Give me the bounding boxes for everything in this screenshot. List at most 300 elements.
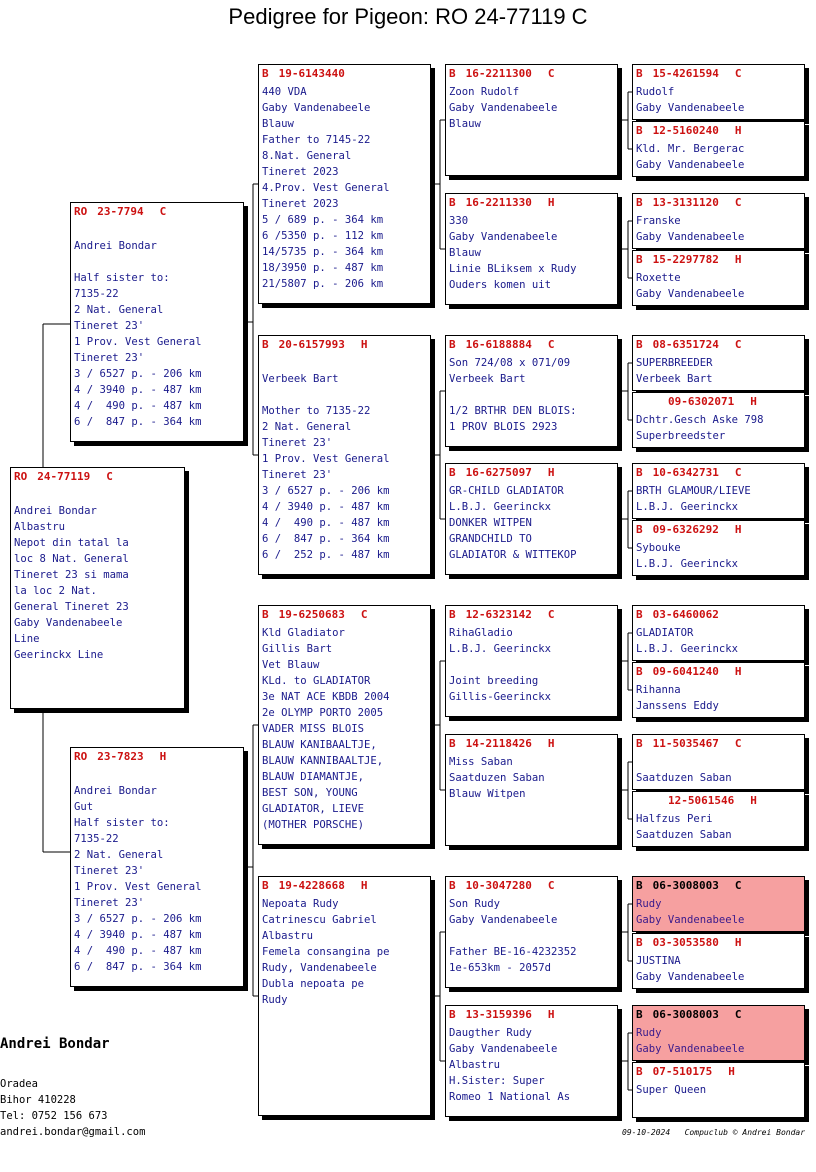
detail-line: KLd. to GLADIATOR [262,675,371,687]
country-code: B [449,608,456,621]
pigeon-details [449,213,614,293]
gen4-ancestor-card[interactable] [632,64,805,120]
pigeon-details [449,754,614,802]
ring-id: 15-2297782 [652,253,719,266]
ring-id: 12-5061546 [668,794,735,807]
detail-line: BLAUW KANNIBAALTJE, [262,755,384,767]
grandparent-card[interactable] [258,335,431,575]
sex-code: H [547,196,555,209]
ring-number [636,936,801,950]
detail-line: Roxette [636,272,681,284]
pigeon-details [262,625,427,833]
detail-line: L.B.J. Geerinckx [449,501,552,513]
country-code: B [636,608,643,621]
gen4-ancestor-card[interactable] [632,876,805,932]
sex-code: H [360,879,368,892]
ring-id: 03-6460062 [652,608,719,621]
great-grandparent-card[interactable] [445,193,618,305]
owner-region: Bihor 410228 [0,1094,76,1106]
pigeon-details [636,84,801,116]
ring-id: 13-3131120 [652,196,719,209]
ring-number [449,608,614,622]
ring-number [449,196,614,210]
dam-card[interactable] [70,747,244,987]
ring-number [636,124,801,138]
detail-line: JUSTINA [636,955,681,967]
detail-line: Tineret 23' [74,897,145,909]
pigeon-details [262,84,427,292]
detail-line: BEST SON, YOUNG [262,787,358,799]
detail-line: Son Rudy [449,898,501,910]
ring-number [74,205,240,219]
ring-number [636,608,801,622]
sex-code: C [547,67,555,80]
detail-line: Saatduzen Saban [449,772,545,784]
detail-line: Gaby Vandenabeele [262,102,371,114]
detail-line: 440 VDA [262,86,307,98]
country-code: B [449,466,456,479]
detail-line: 3 / 6527 p. - 206 km [74,913,202,925]
country-code: B [262,338,269,351]
detail-line: Rudy [262,994,288,1006]
grandparent-card[interactable] [258,64,431,304]
detail-line: Gaby Vandenabeele [449,231,558,243]
country-code: B [636,67,643,80]
country-code: B [636,253,643,266]
detail-line: Gaby Vandenabeele [14,617,123,629]
detail-line [262,387,427,403]
detail-line: (MOTHER PORSCHE) [262,819,365,831]
ring-number [262,608,427,622]
gen4-ancestor-card[interactable] [632,463,805,519]
ring-number [636,466,801,480]
detail-line: GLADIATOR, LIEVE [262,803,365,815]
country-code: B [449,338,456,351]
sex-code: H [734,936,742,949]
ring-number [636,879,801,893]
detail-line: Gaby Vandenabeele [636,102,745,114]
detail-line [74,222,240,238]
ring-id: 12-5160240 [652,124,719,137]
detail-line: Andrei Bondar [14,505,97,517]
country-code: RO [74,205,88,218]
ring-number [636,523,801,537]
gen4-ancestor-card[interactable] [632,1062,805,1118]
gen4-ancestor-card[interactable] [632,734,805,790]
detail-line: Blauw [262,118,294,130]
footer-credit: 09-10-2024 Compuclub © Andrei Bondar [622,1128,806,1137]
gen4-ancestor-card[interactable] [632,520,805,576]
detail-line: loc 8 Nat. General [14,553,129,565]
detail-line: Tineret 23' [74,352,145,364]
detail-line: Verbeek Bart [262,373,339,385]
pigeon-details [262,355,427,563]
detail-line [74,767,240,783]
gen4-ancestor-card[interactable] [632,1005,805,1061]
ring-number [262,67,427,81]
pigeon-details [636,896,801,928]
detail-line: 3e NAT ACE KBDB 2004 [262,691,390,703]
detail-line: Gaby Vandenabeele [636,914,745,926]
detail-line: Gaby Vandenabeele [636,1043,745,1055]
country-code: B [449,67,456,80]
ring-number [636,1065,801,1079]
detail-line: 1 Prov. Vest General [74,336,202,348]
ring-id: 03-3053580 [652,936,719,949]
pigeon-details [74,222,240,430]
sex-code: C [547,338,555,351]
pigeon-details [449,483,614,563]
detail-line: Geerinckx Line [14,649,104,661]
ring-id: 23-7823 [97,750,144,763]
detail-line: Tineret 23' [74,320,145,332]
detail-line: GR-CHILD GLADIATOR [449,485,564,497]
country-code: B [449,1008,456,1021]
owner-name: Andrei Bondar [0,1036,110,1052]
gen4-ancestor-card[interactable] [632,392,805,448]
detail-line: 3 / 6527 p. - 206 km [74,368,202,380]
ring-number [636,395,801,409]
detail-line: 2e OLYMP PORTO 2005 [262,707,384,719]
sex-code: C [360,608,368,621]
detail-line: 1 PROV BLOIS 2923 [449,421,558,433]
country-code: B [449,737,456,750]
detail-line: Catrinescu Gabriel [262,914,377,926]
pigeon-details [262,896,427,1008]
ring-number [74,750,240,764]
ring-id: 09-6041240 [652,665,719,678]
country-code: RO [74,750,88,763]
detail-line: Gaby Vandenabeele [449,914,558,926]
country-code: B [636,124,643,137]
country-code: B [636,523,643,536]
pigeon-details [74,767,240,975]
detail-line: Line [14,633,40,645]
detail-line: Joint breeding [449,675,539,687]
sex-code: C [734,879,742,892]
detail-line: Half sister to: [74,817,170,829]
detail-line: Saatduzen Saban [636,772,732,784]
grandparent-card[interactable] [258,876,431,1116]
ring-id: 09-6302071 [668,395,735,408]
detail-line: 4 / 3940 p. - 487 km [74,384,202,396]
detail-line: Nepoata Rudy [262,898,339,910]
pigeon-details [636,953,801,985]
detail-line: Father BE-16-4232352 [449,946,577,958]
detail-line: RihaGladio [449,627,513,639]
ring-id: 06-3008003 [652,1008,719,1021]
detail-line [14,487,181,503]
sex-code: H [728,1065,735,1078]
country-code: B [636,665,643,678]
detail-line: Ouders komen uit [449,279,552,291]
sex-code: C [547,879,555,892]
detail-line: Son 724/08 x 071/09 [449,357,571,369]
detail-line [449,928,614,944]
detail-line: Gaby Vandenabeele [636,971,745,983]
owner-phone: Tel: 0752 156 673 [0,1110,108,1122]
detail-line: BLAUW DIAMANTJE, [262,771,365,783]
detail-line: Tineret 23 si mama [14,569,129,581]
detail-line: Miss Saban [449,756,513,768]
country-code: B [262,879,269,892]
ring-id: 06-3008003 [652,879,719,892]
detail-line: Franske [636,215,681,227]
country-code: B [636,466,643,479]
pigeon-details [636,412,801,444]
detail-line: 1 Prov. Vest General [74,881,202,893]
country-code: B [636,737,643,750]
detail-line: Gaby Vandenabeele [449,102,558,114]
detail-line: 4 / 490 p. - 487 km [74,400,202,412]
detail-line: General Tineret 23 [14,601,129,613]
sex-code: C [159,205,167,218]
ring-id: 19-6250683 [278,608,345,621]
ring-number [449,737,614,751]
detail-line: 3 / 6527 p. - 206 km [262,485,390,497]
great-grandparent-card[interactable] [445,1005,618,1117]
great-grandparent-card[interactable] [445,463,618,575]
detail-line: Daugther Rudy [449,1027,532,1039]
detail-line [449,657,614,673]
ring-id: 24-77119 [37,470,91,483]
detail-line: Gut [74,801,94,813]
detail-line: Albastru [262,930,314,942]
gen4-ancestor-card[interactable] [632,250,805,306]
pigeon-details [636,1025,801,1057]
detail-line: 14/5735 p. - 364 km [262,246,384,258]
detail-line: Rudy [636,1027,662,1039]
detail-line: Blauw Witpen [449,788,526,800]
sex-code: C [734,67,742,80]
ring-id: 23-7794 [97,205,144,218]
ring-number [449,338,614,352]
sex-code: H [360,338,368,351]
detail-line [262,355,427,371]
sex-code: H [159,750,167,763]
detail-line: 2 Nat. General [262,421,352,433]
detail-line: Andrei Bondar [74,785,157,797]
detail-line: 2 Nat. General [74,849,164,861]
gen4-ancestor-card[interactable] [632,791,805,847]
sex-code: C [734,1008,742,1021]
detail-line: Sybouke [636,542,681,554]
detail-line: Albastru [449,1059,501,1071]
ring-id: 09-6326292 [652,523,719,536]
detail-line: 6 / 847 p. - 364 km [74,961,202,973]
gen4-ancestor-card[interactable] [632,335,805,391]
country-code: B [636,879,643,892]
country-code: B [262,67,269,80]
sex-code: H [734,124,742,137]
detail-line: 4 / 3940 p. - 487 km [262,501,390,513]
sex-code: C [734,466,742,479]
great-grandparent-card[interactable] [445,876,618,988]
ring-id: 16-2211330 [465,196,532,209]
detail-line: 7135-22 [74,288,119,300]
pigeon-details [449,625,614,705]
ring-id: 20-6157993 [278,338,345,351]
great-grandparent-card[interactable] [445,335,618,447]
pigeon-details [636,1082,801,1098]
detail-line: Gaby Vandenabeele [636,288,745,300]
detail-line: Super Queen [636,1084,707,1096]
detail-line: 2 Nat. General [74,304,164,316]
pigeon-details [14,487,181,663]
ring-number [14,470,181,484]
detail-line: 6 / 847 p. - 364 km [74,416,202,428]
detail-line: Rudy, Vandenabeele [262,962,377,974]
country-code: B [636,338,643,351]
detail-line: 6 / 252 p. - 487 km [262,549,390,561]
ring-id: 16-6275097 [465,466,532,479]
ring-number [262,879,427,893]
gen4-ancestor-card[interactable] [632,933,805,989]
gen4-ancestor-card[interactable] [632,662,805,718]
detail-line: Superbreedster [636,430,726,442]
ring-id: 19-6143440 [278,67,345,80]
ring-id: 10-3047280 [465,879,532,892]
ring-id: 08-6351724 [652,338,719,351]
subject-pigeon-card[interactable] [10,467,185,709]
ring-id: 11-5035467 [652,737,719,750]
detail-line: Gillis-Geerinckx [449,691,552,703]
ring-id: 14-2118426 [465,737,532,750]
ring-number [636,67,801,81]
pigeon-details [636,540,801,572]
detail-line: Nepot din tatal la [14,537,129,549]
pigeon-details [636,625,801,657]
pigeon-details [636,754,801,786]
ring-number [449,879,614,893]
detail-line: SUPERBREEDER [636,357,713,369]
detail-line: 4.Prov. Vest General [262,182,390,194]
detail-line [636,754,801,770]
detail-line: Janssens Eddy [636,700,719,712]
ring-number [636,665,801,679]
detail-line: 4 / 490 p. - 487 km [262,517,390,529]
ring-number [636,253,801,267]
owner-city: Oradea [0,1078,38,1090]
detail-line: L.B.J. Geerinckx [636,643,739,655]
detail-line: 8.Nat. General [262,150,352,162]
sex-code: H [547,1008,555,1021]
detail-line: H.Sister: Super [449,1075,545,1087]
pigeon-details [449,896,614,976]
sex-code: H [547,737,555,750]
detail-line: Saatduzen Saban [636,829,732,841]
detail-line: DONKER WITPEN [449,517,532,529]
ring-id: 10-6342731 [652,466,719,479]
country-code: B [449,879,456,892]
detail-line: Tineret 2023 [262,166,339,178]
detail-line: 6 /5350 p. - 112 km [262,230,384,242]
country-code: B [636,196,643,209]
detail-line: 1/2 BRTHR DEN BLOIS: [449,405,577,417]
country-code: B [636,1008,643,1021]
ring-id: 16-2211300 [465,67,532,80]
country-code: B [449,196,456,209]
detail-line: Zoon Rudolf [449,86,520,98]
detail-line: Mother to 7135-22 [262,405,371,417]
gen4-ancestor-card[interactable] [632,605,805,661]
owner-contact [0,1076,145,1140]
pigeon-details [449,355,614,435]
detail-line: Gaby Vandenabeele [636,159,745,171]
sex-code: H [750,794,757,807]
detail-line: Halfzus Peri [636,813,713,825]
great-grandparent-card[interactable] [445,64,618,176]
great-grandparent-card[interactable] [445,605,618,717]
owner-email[interactable]: andrei.bondar@gmail.com [0,1126,146,1138]
detail-line: Linie BLiksem x Rudy [449,263,577,275]
sire-card[interactable] [70,202,244,442]
detail-line: Vet Blauw [262,659,320,671]
detail-line: la loc 2 Nat. [14,585,97,597]
detail-line: 18/3950 p. - 487 km [262,262,384,274]
detail-line [74,254,240,270]
sex-code: C [547,608,555,621]
detail-line: BRTH GLAMOUR/LIEVE [636,485,751,497]
pigeon-details [636,682,801,714]
ring-number [449,466,614,480]
detail-line: Andrei Bondar [74,240,157,252]
detail-line: Romeo 1 National As [449,1091,571,1103]
ring-number [636,737,801,751]
sex-code: H [734,665,742,678]
detail-line: L.B.J. Geerinckx [449,643,552,655]
detail-line: L.B.J. Geerinckx [636,501,739,513]
ring-id: 19-4228668 [278,879,345,892]
detail-line: VADER MISS BLOIS [262,723,365,735]
detail-line: Blauw [449,247,481,259]
detail-line: Blauw [449,118,481,130]
detail-line: Dubla nepoata pe [262,978,365,990]
gen4-ancestor-card[interactable] [632,121,805,177]
sex-code: H [734,523,742,536]
gen4-ancestor-card[interactable] [632,193,805,249]
detail-line: Tineret 2023 [262,198,339,210]
detail-line: 7135-22 [74,833,119,845]
sex-code: C [734,196,742,209]
detail-line: 1e-653km - 2057d [449,962,552,974]
detail-line [449,387,614,403]
pigeon-details [449,1025,614,1105]
detail-line: Dchtr.Gesch Aske 798 [636,414,764,426]
ring-id: 16-6188884 [465,338,532,351]
pigeon-details [636,270,801,302]
pigeon-details [636,141,801,173]
detail-line: Father to 7145-22 [262,134,371,146]
detail-line: Femela consangina pe [262,946,390,958]
pigeon-details [449,84,614,132]
detail-line: 6 / 847 p. - 364 km [262,533,390,545]
detail-line: L.B.J. Geerinckx [636,558,739,570]
grandparent-card[interactable] [258,605,431,845]
sex-code: H [750,395,757,408]
pigeon-details [636,483,801,515]
pigeon-details [636,811,801,843]
detail-line: Rudy [636,898,662,910]
country-code: B [636,1065,643,1078]
detail-line: Tineret 23' [262,469,333,481]
detail-line: Verbeek Bart [449,373,526,385]
ring-number [636,794,801,808]
page-title: Pedigree for Pigeon: RO 24-77119 C [228,4,588,29]
great-grandparent-card[interactable] [445,734,618,846]
ring-number [636,338,801,352]
sex-code: C [106,470,113,483]
